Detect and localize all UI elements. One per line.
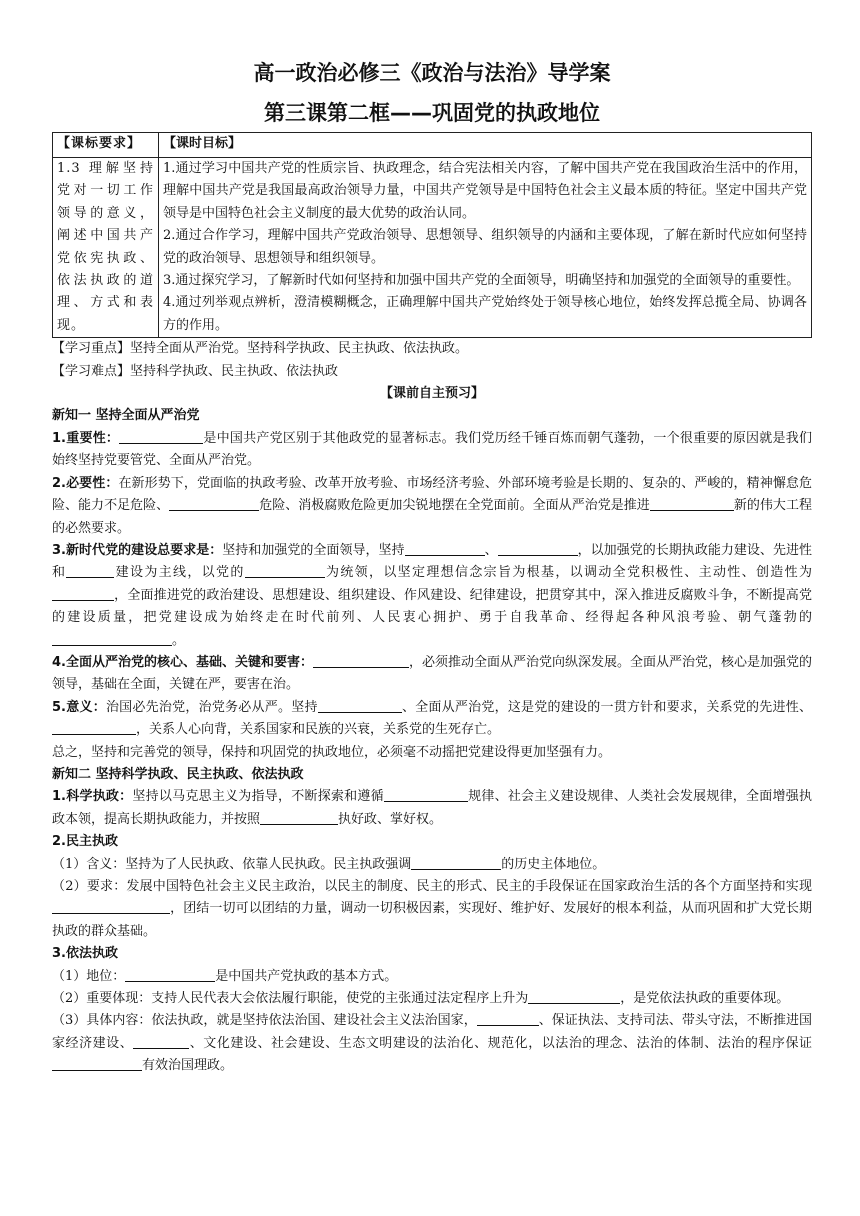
point-text: ，以加强党的长期执政能力建设、先进性和: [52, 542, 812, 581]
document-page: [52, 58, 812, 1078]
fill-blank[interactable]: [477, 1011, 539, 1026]
requirements-header: 【课标要求】: [53, 133, 159, 158]
fill-blank[interactable]: [313, 653, 409, 668]
point-text: ，关系人心向背，关系国家和民族的兴衰，关系党的生死存亡。: [136, 722, 501, 738]
fill-blank[interactable]: [384, 787, 468, 802]
point-text: ，必须推动全面从严治党向纵深发展。全面从严治党，核心是加强党的领导，基础在全面，关键在严，要害在治。: [52, 654, 812, 693]
s2-point-2-1: [52, 854, 812, 876]
point-label: 1.重要性：: [52, 430, 120, 446]
point-text: 新的伟大工程的必然要求。: [52, 498, 812, 536]
fill-blank[interactable]: [318, 698, 402, 713]
fill-blank[interactable]: [52, 631, 172, 646]
fill-blank[interactable]: [66, 563, 114, 578]
point-text: 是中国共产党执政的基本方式。: [215, 968, 398, 984]
fill-blank[interactable]: [498, 541, 578, 556]
point-text: 治国必先治党，治党务必从严。坚持: [105, 699, 318, 715]
goal-item: 2.通过合作学习，理解中国共产党政治领导、思想领导、组织领导的内涵和主要体现，了解在新时代应如何坚持党的政治领导、思想领导和组织领导。: [163, 228, 807, 266]
fill-blank[interactable]: [125, 967, 215, 982]
fill-blank[interactable]: [52, 720, 136, 735]
point-text: 有效治国理政。: [142, 1058, 234, 1074]
fill-blank[interactable]: [52, 1056, 142, 1071]
fill-blank[interactable]: [52, 899, 170, 914]
s1-point-3: [52, 540, 812, 652]
fill-blank[interactable]: [52, 586, 114, 601]
s2-point-3-3: [52, 1010, 812, 1077]
fill-blank[interactable]: [260, 810, 338, 825]
point-text: 的历史主体地位。: [501, 856, 606, 872]
point-text: （1）地位：: [52, 968, 126, 984]
point-text: （2）重要体现：支持人民代表大会依法履行职能，使党的主张通过法定程序上升为: [52, 991, 529, 1007]
s2-point-3-2: [52, 988, 812, 1010]
preview-heading: 【课前自主预习】: [379, 386, 484, 402]
lesson-subtitle: 第三课第二框——巩固党的执政地位: [264, 101, 600, 125]
goal-item: 1.通过学习中国共产党的性质宗旨、执政理念，结合宪法相关内容，了解中国共产党在我国政治生活中的作用，理解中国共产党是我国最高政治领导力量，中国共产党领导是中国特色社会主义最本质的特征。坚定中国共产党领导是中国特色社会主义制度的最大优势的政治认同。: [163, 161, 807, 221]
point-text: 在新形势下，党面临的执政考验、改革开放考验、市场经济考验、外部环境考验是长期的、复杂的、严峻的，精神懈怠危险、能力不足危险、: [52, 475, 812, 514]
s1-point-1: [52, 428, 812, 473]
s2-point-2-label: 2.民主执政: [52, 834, 118, 850]
goal-item: 4.通过列举观点辨析，澄清模糊概念，正确理解中国共产党始终处于领导核心地位，始终发挥总揽全局、协调各方的作用。: [163, 295, 807, 333]
point-text: 坚持以马克思主义为指导，不断探索和遵循: [132, 789, 384, 805]
fill-blank[interactable]: [411, 855, 501, 870]
requirement-text: 1.3 理解坚持党对一切工作领导的意义，阐述中国共产党依宪执政、依法执政的道理、方式和表现。: [53, 158, 159, 338]
point-text: 、全面从严治党，这是党的建设的一贯方针和要求，关系党的先进性、: [401, 699, 812, 715]
fill-blank[interactable]: [528, 989, 620, 1004]
point-text: 执好政、掌好权。: [338, 811, 443, 827]
point-label: 5.意义：: [52, 699, 106, 715]
point-text: （3）具体内容：依法执政，就是坚持依法治国、建设社会主义法治国家，: [52, 1013, 477, 1029]
s2-point-2-2: [52, 876, 812, 943]
point-text: ，是党依法执政的重要体现。: [620, 991, 790, 1007]
s2-point-3-label: 3.依法执政: [52, 946, 118, 962]
point-text: ，全面推进党的政治建设、思想建设、组织建设、作风建设、纪律建设，把: [114, 587, 549, 603]
point-label: 3.新时代党的建设总要求是：: [52, 542, 223, 558]
point-text: 、文化建设、社会建设、生态文明建设的法治化、规范化，以法治的理念、法治的体制、法治的程序保证: [189, 1035, 812, 1051]
point-text: 坚持和加强党的全面领导，坚持: [222, 542, 405, 558]
learning-difficulty: 【学习难点】坚持科学执政、民主执政、依法执政: [52, 363, 339, 379]
s1-point-5: [52, 697, 812, 742]
point-text: 贯穿其中，深入推进反腐败斗争，不断提高党的建设质量，把党建设成为始终走在时代前列、人民衷心拥护、勇于自我革命、经得起各种风浪考验、朝气蓬勃的: [52, 587, 812, 626]
section-1-heading: 新知一 坚持全面从严治党: [52, 408, 200, 424]
point-text: 是中国共产党区别于其他政党的显著标志。我们党历经千锤百炼而朝气蓬勃，一个很重要的原因就是我们始终坚持党要管党、全面从严治党。: [52, 430, 812, 469]
point-text: 危险、消极腐败危险更加尖锐地摆在全党面前。全面从严治党是推进: [259, 498, 650, 514]
document-title: 高一政治必修三《政治与法治》导学案: [253, 61, 611, 85]
fill-blank[interactable]: [245, 563, 325, 578]
point-text: 、保证执法、支持司法、带头守法，不断推进国家经济建设、: [52, 1013, 812, 1051]
point-text: 规律、社会主义建设规律、人类社会发展规律，全面增强执政本领，提高长期执政能力，并按照: [52, 789, 812, 827]
fill-blank[interactable]: [119, 429, 203, 444]
point-text: （2）要求：发展中国特色社会主义民主政治，以民主的制度、民主的形式、民主的手段保证在国家政治生活的各个方面坚持和实现: [52, 879, 812, 894]
s1-point-2: [52, 473, 812, 540]
point-text: ，团结一切可以团结的力量，调动一切积极因素，实现好、维护好、发展好的根本利益，从而巩固和扩大党长期执政的群众基础。: [52, 901, 812, 939]
point-text: 为统领，以坚定理想信念宗旨为根基，以调动全党积极性、主动性、创造性为: [324, 565, 812, 581]
point-label: 4.全面从严治党的核心、基础、关键和要害：: [52, 654, 313, 670]
point-text: 、: [484, 542, 498, 558]
s2-point-3-1: [52, 966, 812, 988]
learning-focus: 【学习重点】坚持全面从严治党。坚持科学执政、民主执政、依法执政。: [52, 341, 469, 357]
s1-summary: 总之，坚持和完善党的领导，保持和巩固党的执政地位，必须毫不动摇把党建设得更加坚强有力。: [52, 744, 612, 760]
point-text: 。: [172, 632, 186, 648]
s2-point-1: [52, 786, 812, 831]
goals-list: [159, 158, 812, 338]
s1-point-4: [52, 652, 812, 697]
point-label: 1.科学执政：: [52, 789, 133, 805]
section-2-heading: 新知二 坚持科学执政、民主执政、依法执政: [52, 766, 304, 782]
fill-blank[interactable]: [133, 1034, 189, 1049]
fill-blank[interactable]: [169, 496, 259, 511]
objectives-table: [52, 132, 812, 338]
goal-item: 3.通过探究学习，了解新时代如何坚持和加强中国共产党的全面领导，明确坚持和加强党的全面领导的重要性。: [163, 273, 800, 289]
fill-blank[interactable]: [405, 541, 485, 556]
fill-blank[interactable]: [650, 496, 734, 511]
point-text: 建设为主线，以党的: [114, 565, 245, 581]
point-text: （1）含义：坚持为了人民执政、依靠人民执政。民主执政强调: [52, 856, 412, 872]
goals-header: 【课时目标】: [159, 133, 812, 158]
point-label: 2.必要性：: [52, 475, 119, 491]
